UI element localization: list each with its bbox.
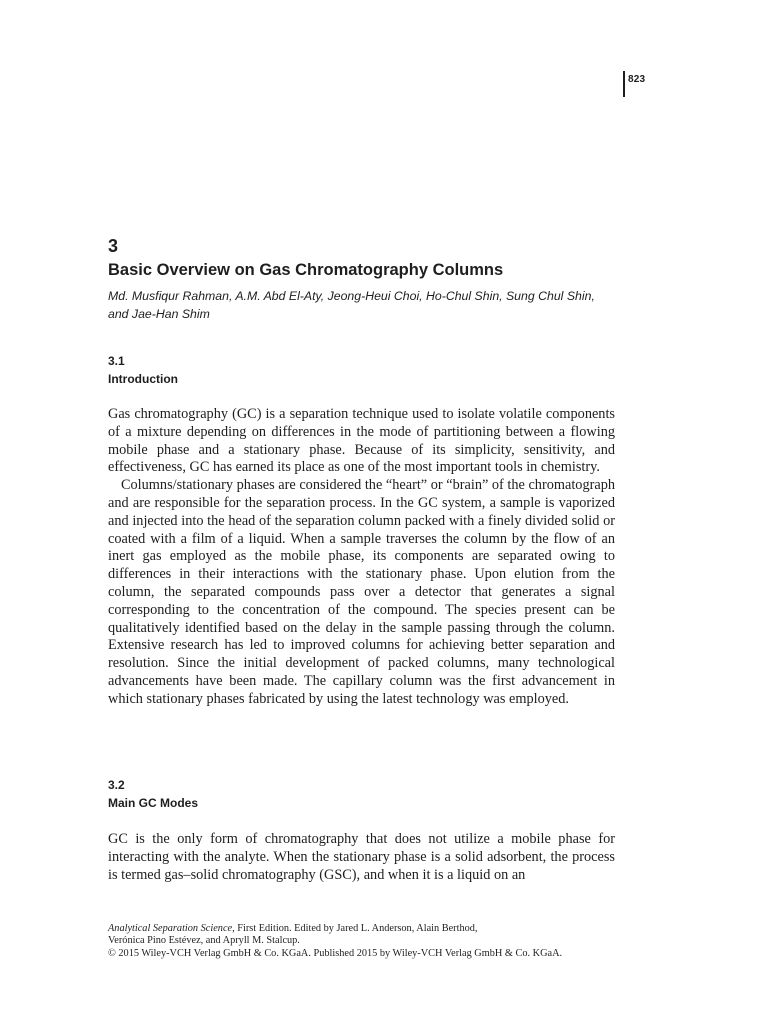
section-title: Main GC Modes — [108, 796, 199, 810]
paragraph: GC is the only form of chromatography that does not utilize a mobile phase for interacting with the analyte. When the stationary phase is a solid adsorbent, the process is termed gas–solid chromatography (GSC), and when it is a liquid on an — [108, 831, 615, 883]
section-title: Introduction — [108, 372, 178, 386]
footer-editors: Verónica Pino Estévez, and Apryll M. Stalcup. — [108, 935, 300, 947]
book-title: Analytical Separation Science, — [108, 923, 235, 934]
section-number: 3.2 — [108, 778, 125, 792]
chapter-number: 3 — [108, 236, 119, 256]
page-number-rule — [623, 71, 625, 97]
chapter-authors: Md. Musfiqur Rahman, A.M. Abd El-Aty, Jeong-Heui Choi, Ho-Chul Shin, Sung Chul Shin, and Jae-Han Shim — [108, 289, 595, 321]
section-body — [108, 831, 615, 884]
footer-line — [108, 923, 628, 935]
chapter-title: Basic Overview on Gas Chromatography Columns — [108, 261, 504, 279]
paragraph: Gas chromatography (GC) is a separation technique used to isolate volatile components of a mixture depending on differences in the mode of partitioning between a flowing mobile phase and a stationary phase. Because of its simplicity, sensitivity, and effectiveness, GC has earned its place as one of the most important tools in chemistry. — [108, 406, 615, 476]
section-body — [108, 406, 615, 709]
paragraph: Columns/stationary phases are considered the “heart” or “brain” of the chromatograph and are responsible for the separation process. In the GC system, a sample is vaporized and injected into the head of the separation column packed with a finely divided solid or coated with a film of a liquid. When a sample traverses the column by the flow of an inert gas employed as the mobile phase, its components are separated owing to differences in their interactions with the stationary phase. Upon elution from the column, the separated compounds pass over a detector that generates a signal corresponding to the concentration of the compound. The species present can be qualitatively identified based on the delay in the sample passing through the column. Extensive research has led to improved columns for achieving better separation and resolution. Since the initial development of packed columns, many technological advancements have been made. The capillary column was the first advancement in which stationary phases fabricated by using the latest technology was employed. — [108, 477, 615, 707]
page-number: 823 — [628, 74, 646, 85]
section-number: 3.1 — [108, 354, 125, 368]
footer-edition: First Edition. Edited by Jared L. Anderson, Alain Berthod, — [234, 923, 478, 934]
copyright-footer — [108, 923, 628, 960]
footer-copyright: © 2015 Wiley-VCH Verlag GmbH & Co. KGaA. Published 2015 by Wiley-VCH Verlag GmbH & Co. KGaA. — [108, 947, 563, 959]
